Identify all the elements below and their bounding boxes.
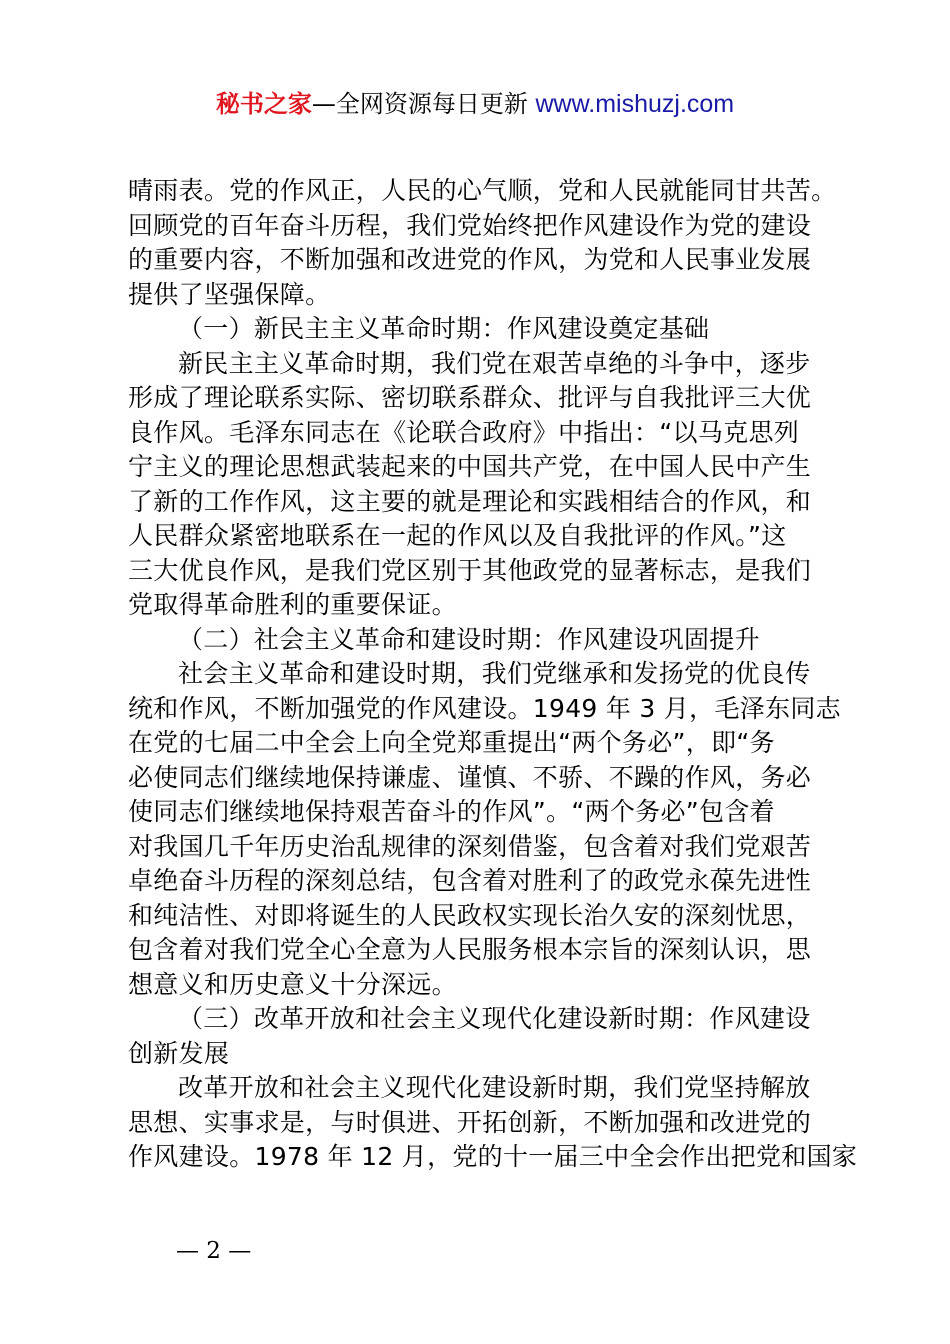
text-line: 新民主主义革命时期，我们党在艰苦卓绝的斗争中，逐步	[178, 348, 811, 378]
text-line: 回顾党的百年奋斗历程，我们党始终把作风建设作为党的建设	[128, 210, 812, 240]
text-line: 党取得革命胜利的重要保证。	[128, 590, 457, 619]
text-line: 创新发展	[128, 1038, 230, 1068]
text-line: 卓绝奋斗历程的深刻总结，包含着对胜利了的政党永葆先进性	[128, 866, 812, 895]
text-line: 使同志们继续地保持艰苦奋斗的作风”。“两个务必”包含着	[128, 797, 775, 826]
text-line: 想意义和历史意义十分深远。	[128, 969, 457, 999]
text-line: 社会主义革命和建设时期，我们党继承和发扬党的优良传	[178, 659, 811, 688]
text-line: （一）新民主主义革命时期：作风建设奠定基础	[178, 314, 710, 343]
text-line: 和纯洁性、对即将诞生的人民政权实现长治久安的深刻忧思，	[128, 900, 812, 930]
site-brand: 秘书之家	[215, 90, 312, 118]
text-line: 必使同志们继续地保持谦虚、谨慎、不骄、不躁的作风，务必	[128, 762, 812, 792]
text-line: 作风建设。1978 年 12 月，党的十一届三中全会作出把党和国家	[128, 1142, 858, 1171]
text-line: 提供了坚强保障。	[128, 279, 331, 309]
text-line: （二）社会主义革命和建设时期：作风建设巩固提升	[178, 624, 760, 654]
text-line: 的重要内容，不断加强和改进党的作风，为党和人民事业发展	[128, 245, 812, 274]
text-line: 了新的工作作风，这主要的就是理论和实践相结合的作风，和	[128, 486, 812, 516]
site-header	[0, 88, 950, 120]
text-line: 晴雨表。党的作风正，人民的心气顺，党和人民就能同甘共苦。	[128, 176, 837, 205]
page-number: — 2 —	[176, 1238, 252, 1264]
text-line: 思想、实事求是，与时俱进、开拓创新，不断加强和改进党的	[128, 1107, 812, 1137]
text-line: 对我国几千年历史治乱规律的深刻借鉴，包含着对我们党艰苦	[128, 831, 812, 861]
text-line: 人民群众紧密地联系在一起的作风以及自我批评的作风。”这	[128, 521, 787, 550]
document-body	[128, 174, 858, 1175]
text-line: （三）改革开放和社会主义现代化建设新时期：作风建设	[178, 1004, 811, 1033]
text-line: 形成了理论联系实际、密切联系群众、批评与自我批评三大优	[128, 383, 812, 412]
site-slogan: —全网资源每日更新	[311, 90, 536, 118]
text-line: 宁主义的理论思想武装起来的中国共产党，在中国人民中产生	[128, 452, 812, 481]
text-line: 三大优良作风，是我们党区别于其他政党的显著标志，是我们	[128, 555, 812, 585]
text-line: 在党的七届二中全会上向全党郑重提出“两个务必”，即“务	[128, 728, 775, 757]
text-line: 改革开放和社会主义现代化建设新时期，我们党坚持解放	[178, 1073, 811, 1102]
text-line: 包含着对我们党全心全意为人民服务根本宗旨的深刻认识，思	[128, 935, 812, 964]
text-line: 统和作风，不断加强党的作风建设。1949 年 3 月，毛泽东同志	[128, 693, 841, 723]
text-line: 良作风。毛泽东同志在《论联合政府》中指出：“以马克思列	[128, 417, 800, 447]
site-url-link[interactable]: www.mishuzj.com	[535, 90, 735, 118]
